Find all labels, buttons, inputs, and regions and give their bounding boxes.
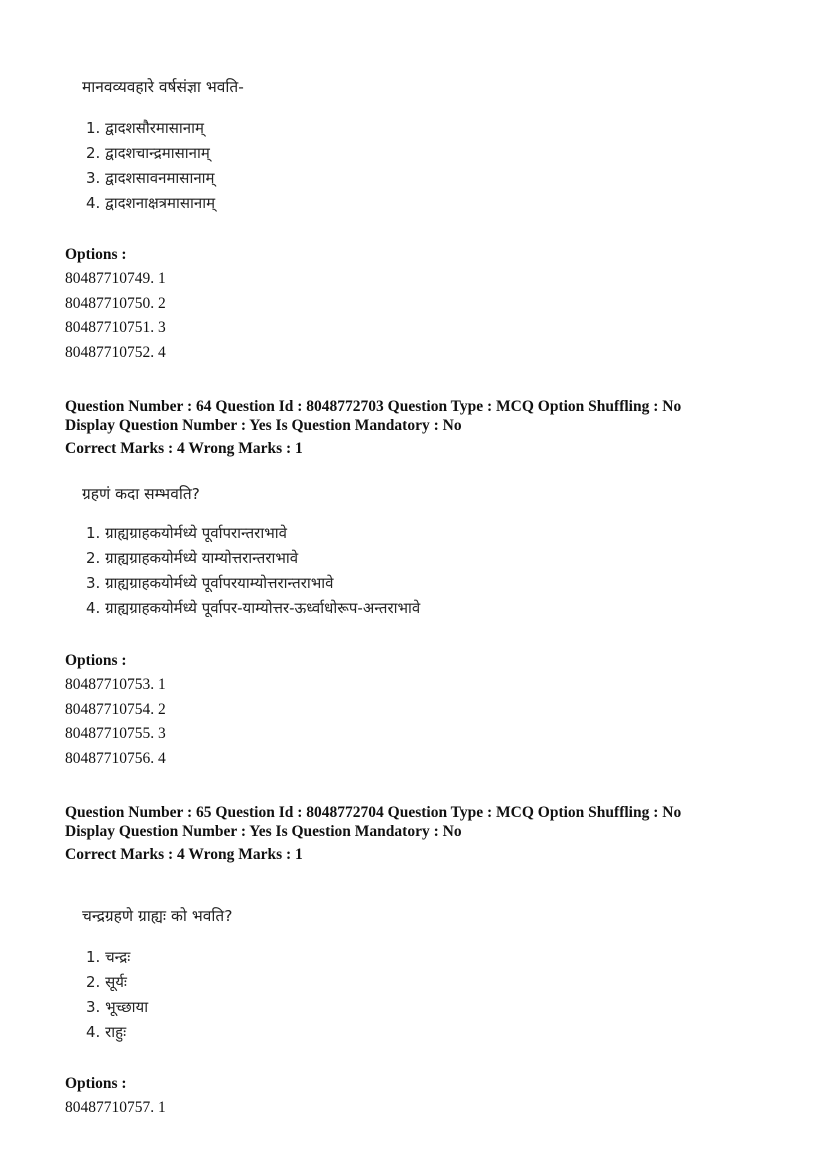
choice-item: 3. ग्राह्यग्राहकयोर्मध्ये पूर्वापरयाम्योत्तरान्तराभावे xyxy=(86,574,334,592)
marks-line: Correct Marks : 4 Wrong Marks : 1 xyxy=(65,846,303,863)
question-meta: Display Question Number : Yes Is Question Mandatory : No xyxy=(65,823,462,840)
choice-item: 3. द्वादशसावनमासानाम् xyxy=(86,169,215,187)
option-line: 80487710754. 2 xyxy=(65,701,166,718)
choice-item: 1. ग्राह्यग्राहकयोर्मध्ये पूर्वापरान्तराभावे xyxy=(86,524,287,542)
question-meta: Display Question Number : Yes Is Question Mandatory : No xyxy=(65,417,462,434)
option-line: 80487710757. 1 xyxy=(65,1099,166,1116)
option-line: 80487710750. 2 xyxy=(65,295,166,312)
marks-line: Correct Marks : 4 Wrong Marks : 1 xyxy=(65,440,303,457)
choice-item: 1. चन्द्रः xyxy=(86,948,131,966)
choice-item: 4. राहुः xyxy=(86,1023,127,1041)
option-line: 80487710749. 1 xyxy=(65,270,166,287)
question-meta: Question Number : 65 Question Id : 8048772704 Question Type : MCQ Option Shuffling : No xyxy=(65,804,682,821)
choice-item: 2. सूर्यः xyxy=(86,973,127,991)
question-text: ग्रहणं कदा सम्भवति? xyxy=(82,485,200,503)
choice-item: 3. भूच्छाया xyxy=(86,998,149,1016)
question-meta: Question Number : 64 Question Id : 8048772703 Question Type : MCQ Option Shuffling : No xyxy=(65,398,682,415)
choice-item: 2. द्वादशचान्द्रमासानाम् xyxy=(86,144,210,162)
question-text: चन्द्रग्रहणे ग्राह्यः को भवति? xyxy=(82,907,233,925)
option-line: 80487710756. 4 xyxy=(65,750,166,767)
choice-item: 2. ग्राह्यग्राहकयोर्मध्ये याम्योत्तरान्तराभावे xyxy=(86,549,299,567)
option-line: 80487710753. 1 xyxy=(65,676,166,693)
option-line: 80487710751. 3 xyxy=(65,319,166,336)
question-text: मानवव्यवहारे वर्षसंज्ञा भवति- xyxy=(82,78,244,96)
option-line: 80487710755. 3 xyxy=(65,725,166,742)
choice-item: 4. ग्राह्यग्राहकयोर्मध्ये पूर्वापर-याम्योत्तर-ऊर्ध्वाधोरूप-अन्तराभावे xyxy=(86,599,421,617)
options-heading: Options : xyxy=(65,652,127,669)
options-heading: Options : xyxy=(65,1075,127,1092)
choice-item: 1. द्वादशसौरमासानाम् xyxy=(86,119,204,137)
choice-item: 4. द्वादशनाक्षत्रमासानाम् xyxy=(86,194,216,212)
options-heading: Options : xyxy=(65,246,127,263)
option-line: 80487710752. 4 xyxy=(65,344,166,361)
